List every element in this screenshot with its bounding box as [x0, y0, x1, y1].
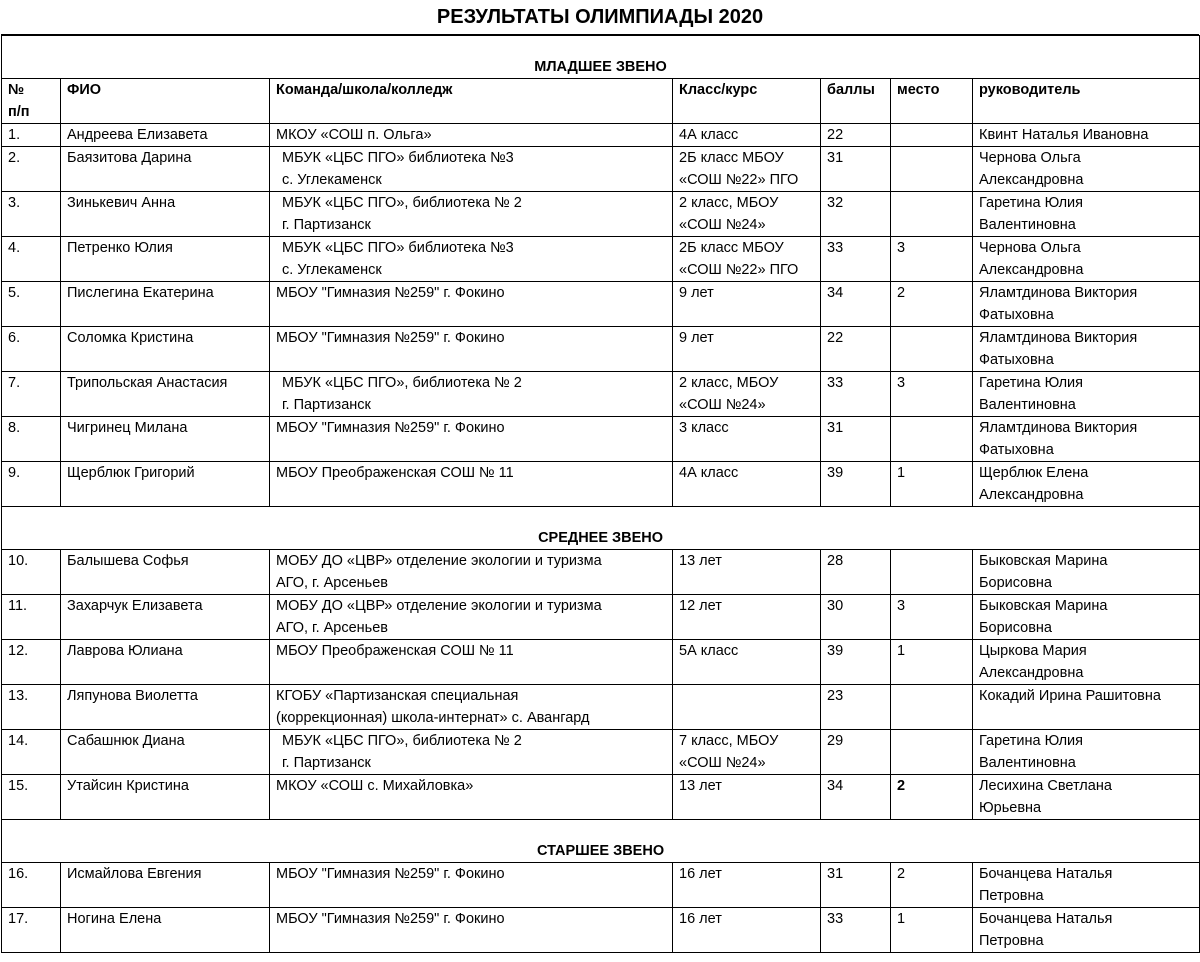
cell-class	[673, 124, 821, 147]
cell-leader	[973, 462, 1200, 507]
cell-leader	[973, 775, 1200, 820]
section-spacer	[2, 507, 1200, 528]
cell-score: 39	[821, 462, 891, 507]
section-header	[2, 527, 1200, 550]
cell-line: Чернова Ольга	[979, 150, 1081, 166]
cell-class	[673, 417, 821, 462]
cell-fio: Сабашнюк Диана	[61, 730, 270, 775]
spacer-cell	[2, 36, 1200, 57]
header-class: Класс/курс	[673, 79, 821, 124]
cell-line: Валентиновна	[979, 397, 1076, 413]
cell-line: 2 класс, МБОУ	[679, 375, 779, 391]
cell-fio: Захарчук Елизавета	[61, 595, 270, 640]
cell-line: Гаретина Юлия	[979, 733, 1083, 749]
cell-team	[270, 908, 673, 953]
cell-line: МОБУ ДО «ЦВР» отделение экологии и туризма	[276, 598, 602, 614]
cell-fio: Утайсин Кристина	[61, 775, 270, 820]
cell-line: «СОШ №22» ПГО	[679, 172, 799, 188]
cell-leader	[973, 595, 1200, 640]
cell-line: «СОШ №24»	[679, 217, 766, 233]
column-header-row	[2, 79, 1200, 124]
table-row	[2, 685, 1200, 730]
cell-team	[270, 730, 673, 775]
cell-line: Кокадий Ирина Рашитовна	[979, 688, 1161, 704]
cell-team	[270, 550, 673, 595]
cell-line: Петровна	[979, 888, 1044, 904]
cell-class	[673, 147, 821, 192]
cell-line: Яламтдинова Виктория	[979, 285, 1138, 301]
table-row	[2, 372, 1200, 417]
cell-place	[891, 192, 973, 237]
cell-score: 34	[821, 282, 891, 327]
cell-num: 16.	[2, 863, 61, 908]
cell-team	[270, 863, 673, 908]
cell-line: 2Б класс МБОУ	[679, 150, 784, 166]
cell-class	[673, 192, 821, 237]
cell-fio: Андреева Елизавета	[61, 124, 270, 147]
cell-leader	[973, 372, 1200, 417]
cell-line: МБОУ Преображенская СОШ № 11	[276, 465, 514, 481]
spacer-cell	[2, 820, 1200, 841]
cell-num: 4.	[2, 237, 61, 282]
cell-leader	[973, 237, 1200, 282]
cell-num: 13.	[2, 685, 61, 730]
cell-line: 3 класс	[679, 420, 729, 436]
cell-team	[270, 417, 673, 462]
table-row	[2, 417, 1200, 462]
table-row	[2, 282, 1200, 327]
cell-fio: Зинькевич Анна	[61, 192, 270, 237]
table-row	[2, 775, 1200, 820]
cell-place: 3	[891, 595, 973, 640]
header-fio: ФИО	[61, 79, 270, 124]
cell-class	[673, 550, 821, 595]
cell-place	[891, 730, 973, 775]
header-leader: руководитель	[973, 79, 1200, 124]
cell-line: Бочанцева Наталья	[979, 911, 1113, 927]
cell-line: Гаретина Юлия	[979, 195, 1083, 211]
cell-place: 3	[891, 372, 973, 417]
cell-leader	[973, 282, 1200, 327]
cell-class	[673, 775, 821, 820]
cell-team	[270, 640, 673, 685]
cell-line: Бочанцева Наталья	[979, 866, 1113, 882]
cell-place	[891, 124, 973, 147]
cell-score: 32	[821, 192, 891, 237]
table-row	[2, 595, 1200, 640]
results-table	[1, 35, 1200, 953]
cell-leader	[973, 417, 1200, 462]
cell-num: 3.	[2, 192, 61, 237]
section-spacer	[2, 36, 1200, 57]
table-row	[2, 192, 1200, 237]
cell-leader	[973, 863, 1200, 908]
cell-line: Фатыховна	[979, 352, 1054, 368]
cell-fio: Соломка Кристина	[61, 327, 270, 372]
cell-line: МКОУ «СОШ п. Ольга»	[276, 127, 432, 143]
cell-line: Фатыховна	[979, 307, 1054, 323]
results-sheet	[1, 0, 1199, 953]
cell-score: 31	[821, 863, 891, 908]
cell-score: 39	[821, 640, 891, 685]
cell-num: 17.	[2, 908, 61, 953]
header-team: Команда/школа/колледж	[270, 79, 673, 124]
cell-leader	[973, 730, 1200, 775]
cell-fio: Пислегина Екатерина	[61, 282, 270, 327]
cell-line: г. Партизанск	[282, 755, 371, 771]
cell-fio: Ногина Елена	[61, 908, 270, 953]
cell-line: МБОУ Преображенская СОШ № 11	[276, 643, 514, 659]
cell-team	[270, 192, 673, 237]
cell-line: МБОУ "Гимназия №259" г. Фокино	[276, 420, 505, 436]
header-num	[2, 79, 61, 124]
cell-line: МКОУ «СОШ с. Михайловка»	[276, 778, 474, 794]
cell-place: 2	[891, 282, 973, 327]
cell-line: 9 лет	[679, 330, 714, 346]
cell-line: «СОШ №22» ПГО	[679, 262, 799, 278]
cell-place: 2	[891, 863, 973, 908]
spacer-cell	[2, 507, 1200, 528]
cell-class	[673, 462, 821, 507]
cell-score: 34	[821, 775, 891, 820]
cell-line: 5А класс	[679, 643, 739, 659]
table-row	[2, 908, 1200, 953]
cell-place: 1	[891, 908, 973, 953]
cell-class	[673, 327, 821, 372]
table-row	[2, 327, 1200, 372]
cell-line: Валентиновна	[979, 217, 1076, 233]
cell-line: Борисовна	[979, 620, 1052, 636]
cell-class	[673, 863, 821, 908]
header-score: баллы	[821, 79, 891, 124]
cell-line: Квинт Наталья Ивановна	[979, 127, 1149, 143]
cell-line: 12 лет	[679, 598, 722, 614]
cell-line: «СОШ №24»	[679, 397, 766, 413]
cell-fio: Баязитова Дарина	[61, 147, 270, 192]
cell-fio: Ляпунова Виолетта	[61, 685, 270, 730]
cell-line: 7 класс, МБОУ	[679, 733, 779, 749]
cell-leader	[973, 640, 1200, 685]
page-title: РЕЗУЛЬТАТЫ ОЛИМПИАДЫ 2020	[1, 0, 1199, 35]
cell-num: 5.	[2, 282, 61, 327]
cell-team	[270, 327, 673, 372]
cell-leader	[973, 908, 1200, 953]
section-title: СРЕДНЕЕ ЗВЕНО	[2, 527, 1200, 550]
cell-score: 23	[821, 685, 891, 730]
header-place: место	[891, 79, 973, 124]
cell-score: 33	[821, 237, 891, 282]
section-title: МЛАДШЕЕ ЗВЕНО	[2, 56, 1200, 79]
cell-team	[270, 372, 673, 417]
cell-place: 2	[891, 775, 973, 820]
cell-line: Юрьевна	[979, 800, 1042, 816]
cell-fio: Исмайлова Евгения	[61, 863, 270, 908]
cell-num: 1.	[2, 124, 61, 147]
cell-line: МБУК «ЦБС ПГО» библиотека №3	[282, 240, 514, 256]
cell-line: 9 лет	[679, 285, 714, 301]
cell-line: 13 лет	[679, 553, 722, 569]
cell-line: 16 лет	[679, 911, 722, 927]
cell-score: 22	[821, 327, 891, 372]
cell-score: 33	[821, 908, 891, 953]
table-row	[2, 730, 1200, 775]
section-spacer	[2, 820, 1200, 841]
cell-line: АГО, г. Арсеньев	[276, 620, 388, 636]
cell-score: 22	[821, 124, 891, 147]
cell-class	[673, 640, 821, 685]
cell-num: 9.	[2, 462, 61, 507]
cell-line: МБУК «ЦБС ПГО» библиотека №3	[282, 150, 514, 166]
table-row	[2, 640, 1200, 685]
cell-num: 2.	[2, 147, 61, 192]
cell-line: МБУК «ЦБС ПГО», библиотека № 2	[282, 375, 522, 391]
cell-place	[891, 685, 973, 730]
cell-line: с. Углекаменск	[282, 262, 382, 278]
cell-place: 1	[891, 462, 973, 507]
cell-line: г. Партизанск	[282, 217, 371, 233]
cell-class	[673, 282, 821, 327]
cell-line: Яламтдинова Виктория	[979, 330, 1138, 346]
table-row	[2, 550, 1200, 595]
cell-num: 8.	[2, 417, 61, 462]
cell-line: МБОУ "Гимназия №259" г. Фокино	[276, 285, 505, 301]
cell-place	[891, 147, 973, 192]
cell-line: с. Углекаменск	[282, 172, 382, 188]
cell-score: 30	[821, 595, 891, 640]
cell-num: 11.	[2, 595, 61, 640]
cell-num: 10.	[2, 550, 61, 595]
cell-line: Цыркова Мария	[979, 643, 1087, 659]
section-title: СТАРШЕЕ ЗВЕНО	[2, 840, 1200, 863]
cell-team	[270, 595, 673, 640]
cell-line: Чернова Ольга	[979, 240, 1081, 256]
section-header	[2, 840, 1200, 863]
cell-team	[270, 237, 673, 282]
cell-score: 28	[821, 550, 891, 595]
cell-line: 13 лет	[679, 778, 722, 794]
cell-score: 31	[821, 147, 891, 192]
table-row	[2, 124, 1200, 147]
cell-place	[891, 550, 973, 595]
cell-line: «СОШ №24»	[679, 755, 766, 771]
cell-line: Петровна	[979, 933, 1044, 949]
cell-line: МБОУ "Гимназия №259" г. Фокино	[276, 911, 505, 927]
cell-line: 2Б класс МБОУ	[679, 240, 784, 256]
cell-place: 1	[891, 640, 973, 685]
cell-num: 12.	[2, 640, 61, 685]
cell-leader	[973, 550, 1200, 595]
cell-class	[673, 372, 821, 417]
cell-num: 7.	[2, 372, 61, 417]
cell-place	[891, 417, 973, 462]
cell-leader	[973, 147, 1200, 192]
cell-fio: Чигринец Милана	[61, 417, 270, 462]
cell-line: Александровна	[979, 172, 1084, 188]
cell-line: Гаретина Юлия	[979, 375, 1083, 391]
header-num-line: п/п	[8, 104, 30, 120]
table-row	[2, 237, 1200, 282]
table-row	[2, 462, 1200, 507]
cell-line: 4А класс	[679, 127, 739, 143]
cell-team	[270, 124, 673, 147]
cell-line: Яламтдинова Виктория	[979, 420, 1138, 436]
cell-line: Быковская Марина	[979, 553, 1108, 569]
cell-fio: Трипольская Анастасия	[61, 372, 270, 417]
table-row	[2, 147, 1200, 192]
cell-class	[673, 595, 821, 640]
cell-line: Александровна	[979, 262, 1084, 278]
cell-leader	[973, 327, 1200, 372]
cell-line: АГО, г. Арсеньев	[276, 575, 388, 591]
cell-class	[673, 685, 821, 730]
cell-leader	[973, 685, 1200, 730]
cell-line: 16 лет	[679, 866, 722, 882]
cell-fio: Щерблюк Григорий	[61, 462, 270, 507]
cell-num: 6.	[2, 327, 61, 372]
section-header	[2, 56, 1200, 79]
cell-num: 15.	[2, 775, 61, 820]
cell-line: МБУК «ЦБС ПГО», библиотека № 2	[282, 733, 522, 749]
cell-line: (коррекционная) школа-интернат» с. Авангард	[276, 710, 590, 726]
results-table-body	[2, 36, 1200, 953]
cell-class	[673, 908, 821, 953]
cell-fio: Балышева Софья	[61, 550, 270, 595]
header-num-line: №	[8, 82, 25, 98]
cell-line: Александровна	[979, 665, 1084, 681]
cell-leader	[973, 124, 1200, 147]
cell-team	[270, 147, 673, 192]
cell-line: Щерблюк Елена	[979, 465, 1089, 481]
cell-team	[270, 462, 673, 507]
cell-class	[673, 237, 821, 282]
cell-score: 29	[821, 730, 891, 775]
cell-line: Лесихина Светлана	[979, 778, 1112, 794]
cell-line: КГОБУ «Партизанская специальная	[276, 688, 519, 704]
cell-team	[270, 685, 673, 730]
cell-line: МБУК «ЦБС ПГО», библиотека № 2	[282, 195, 522, 211]
cell-place	[891, 327, 973, 372]
cell-place: 3	[891, 237, 973, 282]
cell-line: Фатыховна	[979, 442, 1054, 458]
cell-line: МБОУ "Гимназия №259" г. Фокино	[276, 866, 505, 882]
cell-line: МБОУ "Гимназия №259" г. Фокино	[276, 330, 505, 346]
cell-line: Валентиновна	[979, 755, 1076, 771]
cell-line: Александровна	[979, 487, 1084, 503]
cell-line: 4А класс	[679, 465, 739, 481]
cell-team	[270, 775, 673, 820]
cell-fio: Петренко Юлия	[61, 237, 270, 282]
cell-num: 14.	[2, 730, 61, 775]
cell-fio: Лаврова Юлиана	[61, 640, 270, 685]
cell-line: Быковская Марина	[979, 598, 1108, 614]
cell-line: 2 класс, МБОУ	[679, 195, 779, 211]
cell-team	[270, 282, 673, 327]
cell-line: г. Партизанск	[282, 397, 371, 413]
cell-line: Борисовна	[979, 575, 1052, 591]
table-row	[2, 863, 1200, 908]
cell-line: МОБУ ДО «ЦВР» отделение экологии и туризма	[276, 553, 602, 569]
cell-leader	[973, 192, 1200, 237]
cell-score: 33	[821, 372, 891, 417]
cell-score: 31	[821, 417, 891, 462]
cell-class	[673, 730, 821, 775]
